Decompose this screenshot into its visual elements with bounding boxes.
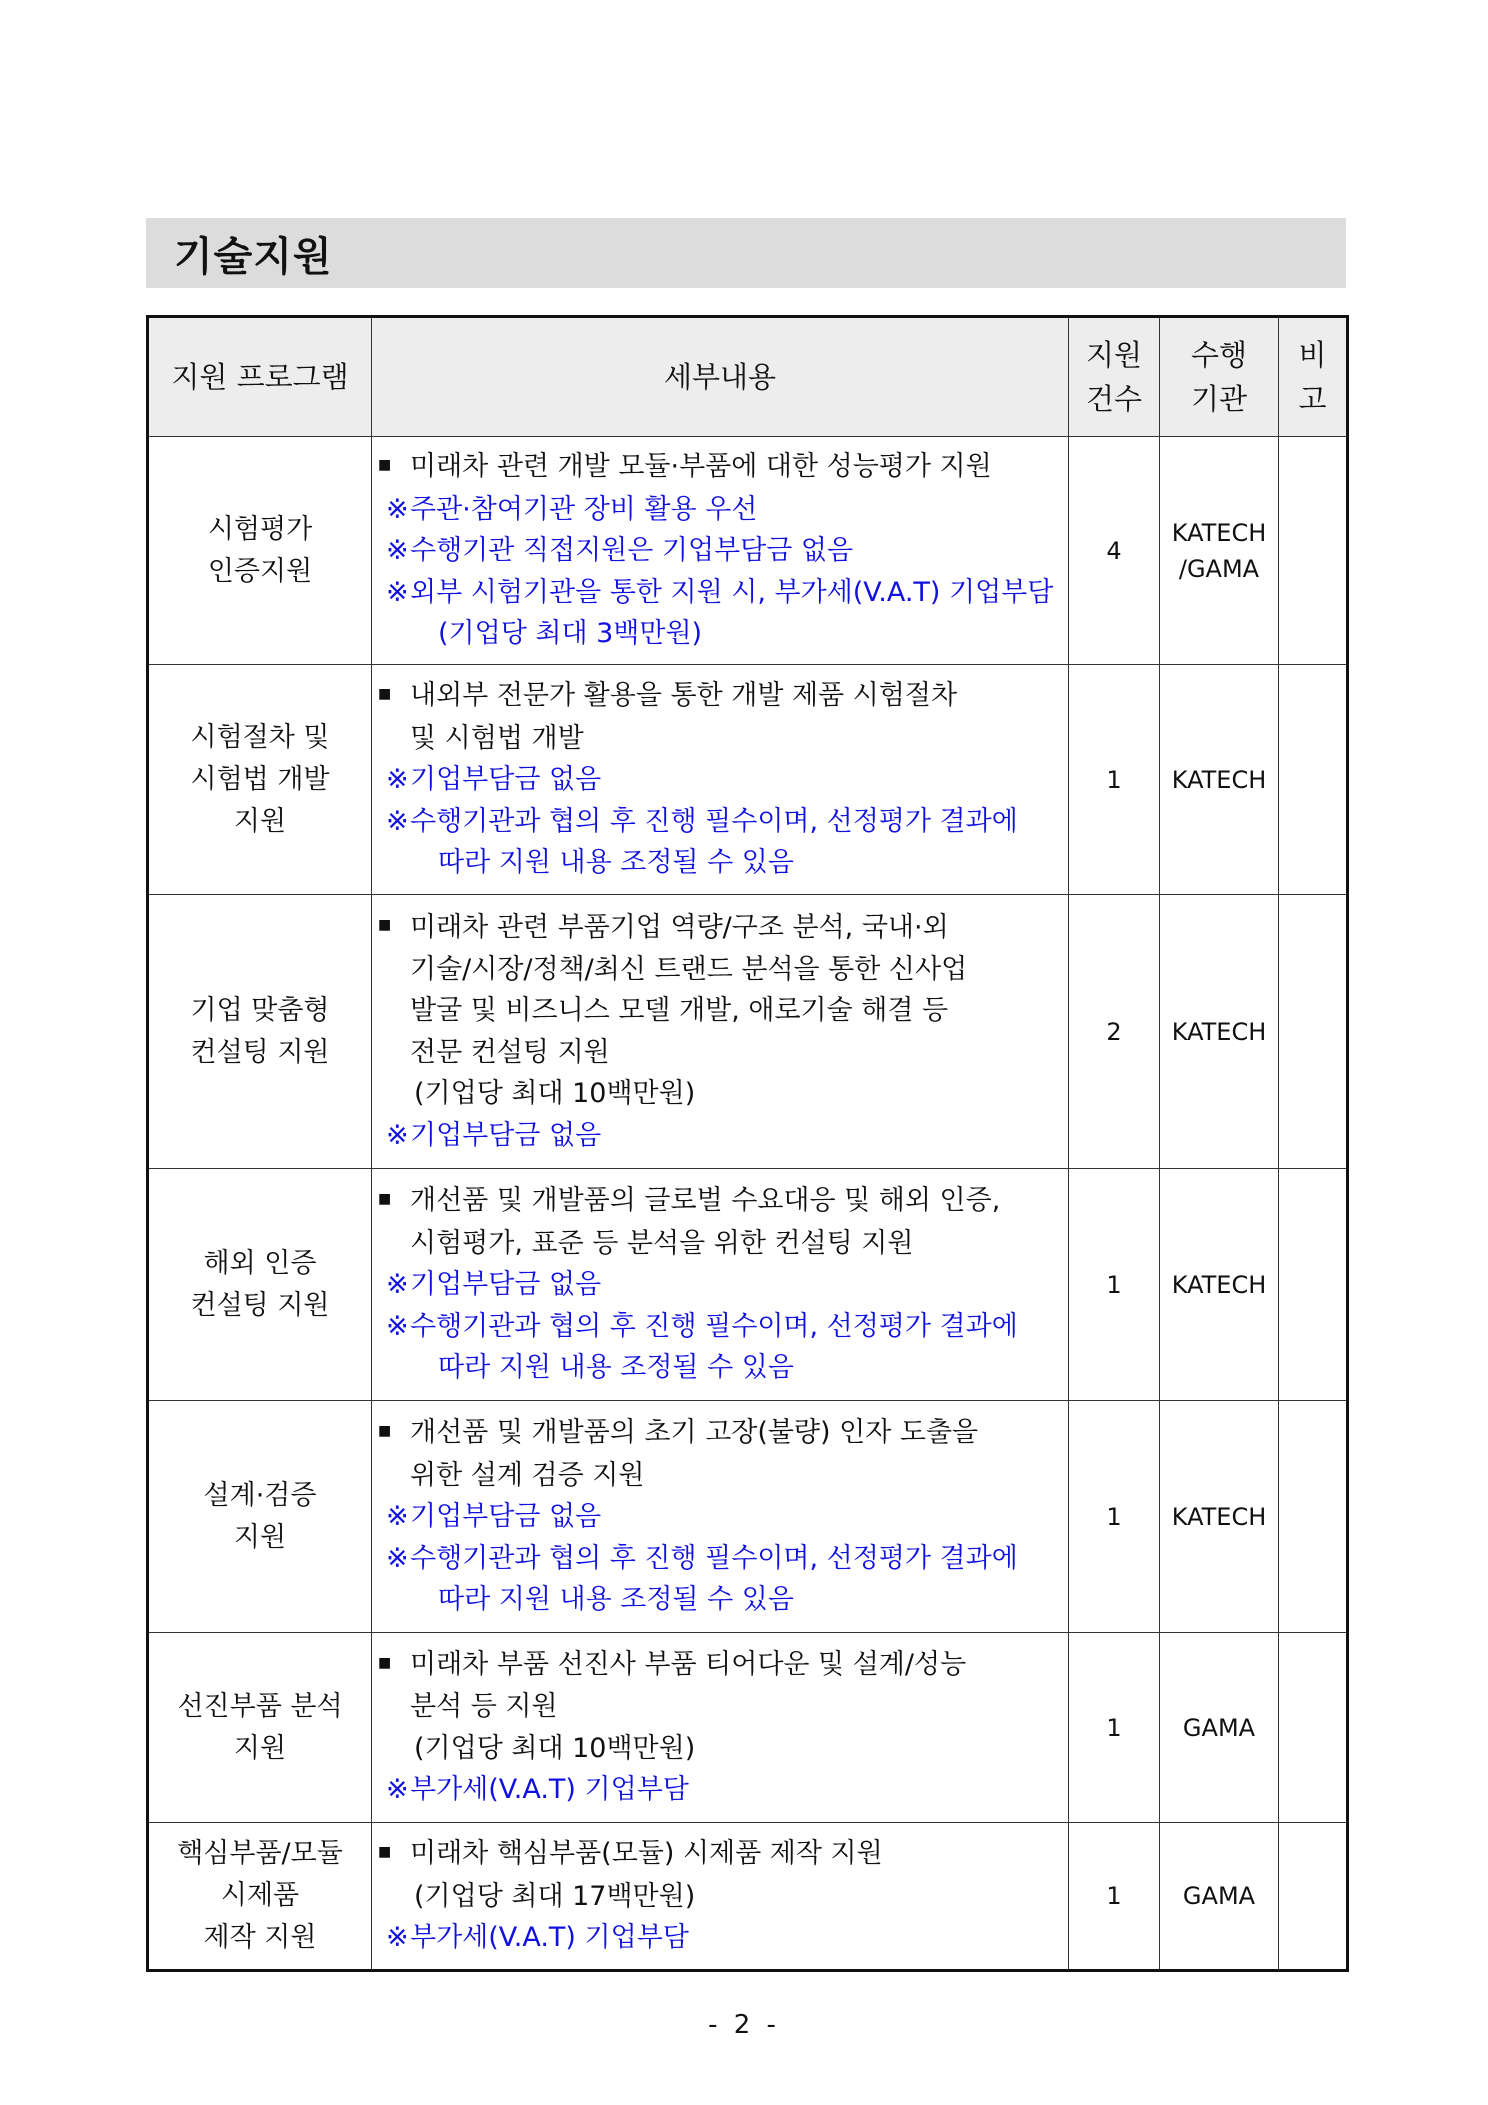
detail-bullet-line: ■ 미래차 핵심부품(모듈) 시제품 제작 지원 <box>372 1833 1068 1875</box>
section-header-bar <box>146 218 1346 288</box>
section-title: 기술지원 <box>174 233 333 280</box>
program-name-line: 지원 <box>233 1732 287 1764</box>
detail-limit-line: (기업당 최대 17백만원) <box>414 1880 696 1912</box>
note-line: ※수행기관과 협의 후 진행 필수이며, 선정평가 결과에 <box>372 1538 1068 1580</box>
square-bullet-icon: ■ <box>378 1844 392 1861</box>
details-cell <box>372 1169 1069 1401</box>
note-line: ※부가세(V.A.T) 기업부담 <box>372 1917 1068 1959</box>
reference-mark-icon: ※ <box>386 1542 409 1574</box>
detail-limit-line: (기업당 최대 10백만원) <box>414 1732 696 1764</box>
detail-continuation-line: 발굴 및 비즈니스 모델 개발, 애로기술 해결 등 <box>410 995 949 1027</box>
detail-bullet-line: ■ 개선품 및 개발품의 글로벌 수요대응 및 해외 인증, <box>372 1180 1068 1222</box>
detail-bullet-line: ■ 미래차 부품 선진사 부품 티어다운 및 설계/성능 <box>372 1644 1068 1686</box>
note-line: ※수행기관과 협의 후 진행 필수이며, 선정평가 결과에 <box>372 1306 1068 1348</box>
table-header-row <box>148 317 1348 437</box>
tech-support-table <box>146 315 1349 1972</box>
detail-continuation-line: 분석 등 지원 <box>410 1691 558 1723</box>
support-count-cell: 1 <box>1069 1633 1160 1823</box>
header-note: 비 고 <box>1279 317 1348 437</box>
note-line: ※외부 시험기관을 통한 지원 시, 부가세(V.A.T) 기업부담 <box>372 572 1068 614</box>
support-count-cell: 2 <box>1069 895 1160 1169</box>
remarks-cell <box>1279 1633 1348 1823</box>
square-bullet-icon: ■ <box>378 1423 392 1440</box>
square-bullet-icon: ■ <box>378 1654 392 1671</box>
program-name-line: 시험절차 및 <box>190 721 330 753</box>
reference-mark-icon: ※ <box>386 1269 409 1301</box>
program-name-line: 설계·검증 <box>203 1479 317 1511</box>
details-cell <box>372 1823 1069 1971</box>
program-name-line: 인증지원 <box>207 555 313 587</box>
organization-cell <box>1160 1401 1279 1633</box>
organization-line: /GAMA <box>1178 554 1260 583</box>
remarks-cell <box>1279 895 1348 1169</box>
organization-line: GAMA <box>1182 1882 1256 1910</box>
remarks-cell <box>1279 1823 1348 1971</box>
reference-mark-icon: ※ <box>386 576 409 608</box>
program-name-cell <box>148 665 372 895</box>
note-line: ※주관·참여기관 장비 활용 우선 <box>372 489 1068 531</box>
support-count-cell: 1 <box>1069 665 1160 895</box>
program-name-line: 기업 맞춤형 <box>190 994 330 1026</box>
reference-mark-icon: ※ <box>386 493 409 525</box>
organization-line: KATECH <box>1171 518 1267 547</box>
table-row <box>148 895 1348 1169</box>
note-line: ※기업부담금 없음 <box>372 759 1068 801</box>
program-name-line: 선진부품 분석 <box>177 1690 343 1722</box>
detail-continuation-line: 위한 설계 검증 지원 <box>410 1459 645 1491</box>
detail-continuation-line: 전문 컨설팅 지원 <box>410 1036 610 1068</box>
organization-line: KATECH <box>1171 765 1267 794</box>
organization-line: KATECH <box>1171 1017 1267 1046</box>
reference-mark-icon: ※ <box>386 535 409 567</box>
remarks-cell <box>1279 437 1348 665</box>
reference-mark-icon: ※ <box>386 1119 409 1151</box>
organization-cell <box>1160 1169 1279 1401</box>
square-bullet-icon: ■ <box>378 917 392 934</box>
square-bullet-icon: ■ <box>378 1191 392 1208</box>
square-bullet-icon: ■ <box>378 686 392 703</box>
note-line: ※부가세(V.A.T) 기업부담 <box>372 1769 1068 1811</box>
note-line: ※기업부담금 없음 <box>372 1496 1068 1538</box>
detail-bullet-line: ■ 미래차 관련 개발 모듈·부품에 대한 성능평가 지원 <box>372 446 1068 488</box>
remarks-cell <box>1279 1169 1348 1401</box>
program-name-line: 컨설팅 지원 <box>190 1289 330 1321</box>
program-name-line: 시험법 개발 <box>190 763 330 795</box>
detail-bullet-line: ■ 미래차 관련 부품기업 역량/구조 분석, 국내·외 <box>372 907 1068 949</box>
table-row <box>148 1169 1348 1401</box>
program-name-line: 지원 <box>233 1521 287 1553</box>
details-cell <box>372 895 1069 1169</box>
detail-continuation-line: 시험평가, 표준 등 분석을 위한 컨설팅 지원 <box>410 1227 914 1259</box>
reference-mark-icon: ※ <box>386 1501 409 1533</box>
remarks-cell <box>1279 1401 1348 1633</box>
program-name-cell <box>148 1633 372 1823</box>
detail-continuation-line: 및 시험법 개발 <box>410 722 584 754</box>
program-name-line: 컨설팅 지원 <box>190 1036 330 1068</box>
program-name-line: 시험평가 <box>207 513 313 545</box>
organization-line: KATECH <box>1171 1270 1267 1299</box>
table-row <box>148 1401 1348 1633</box>
detail-limit-line: (기업당 최대 10백만원) <box>414 1078 696 1110</box>
program-name-line: 지원 <box>233 805 287 837</box>
note-line: ※수행기관 직접지원은 기업부담금 없음 <box>372 530 1068 572</box>
program-name-line: 해외 인증 <box>203 1247 317 1279</box>
organization-cell <box>1160 1823 1279 1971</box>
program-name-cell <box>148 1401 372 1633</box>
note-line: ※기업부담금 없음 <box>372 1264 1068 1306</box>
reference-mark-icon: ※ <box>386 764 409 796</box>
square-bullet-icon: ■ <box>378 457 392 474</box>
program-name-cell <box>148 1823 372 1971</box>
header-program: 지원 프로그램 <box>148 317 372 437</box>
program-name-cell <box>148 437 372 665</box>
note-continuation-line: 따라 지원 내용 조정될 수 있음 <box>438 1352 794 1384</box>
table-row <box>148 1823 1348 1971</box>
reference-mark-icon: ※ <box>386 1310 409 1342</box>
organization-cell <box>1160 665 1279 895</box>
support-count-cell: 1 <box>1069 1823 1160 1971</box>
note-continuation-line: 따라 지원 내용 조정될 수 있음 <box>438 1584 794 1616</box>
details-cell <box>372 1633 1069 1823</box>
program-name-line: 핵심부품/모듈 <box>177 1838 343 1869</box>
table-row <box>148 665 1348 895</box>
program-name-cell <box>148 895 372 1169</box>
support-count-cell: 1 <box>1069 1169 1160 1401</box>
table-row <box>148 1633 1348 1823</box>
organization-line: KATECH <box>1171 1502 1267 1531</box>
detail-bullet-line: ■ 내외부 전문가 활용을 통한 개발 제품 시험절차 <box>372 675 1068 717</box>
reference-mark-icon: ※ <box>386 1922 409 1954</box>
organization-cell <box>1160 1633 1279 1823</box>
header-details: 세부내용 <box>372 317 1069 437</box>
note-continuation-line: 따라 지원 내용 조정될 수 있음 <box>438 847 794 879</box>
organization-line: GAMA <box>1182 1713 1256 1742</box>
note-line: ※기업부담금 없음 <box>372 1115 1068 1157</box>
program-name-line: 시제품 <box>220 1880 300 1911</box>
details-cell <box>372 1401 1069 1633</box>
detail-bullet-line: ■ 개선품 및 개발품의 초기 고장(불량) 인자 도출을 <box>372 1412 1068 1454</box>
remarks-cell <box>1279 665 1348 895</box>
detail-continuation-line: 기술/시장/정책/최신 트랜드 분석을 통한 신사업 <box>410 953 968 985</box>
details-cell <box>372 665 1069 895</box>
table-row <box>148 437 1348 665</box>
reference-mark-icon: ※ <box>386 1774 409 1806</box>
reference-mark-icon: ※ <box>386 805 409 837</box>
details-cell <box>372 437 1069 665</box>
organization-cell <box>1160 895 1279 1169</box>
note-line: ※수행기관과 협의 후 진행 필수이며, 선정평가 결과에 <box>372 801 1068 843</box>
header-org: 수행 기관 <box>1160 317 1279 437</box>
page-number: - 2 - <box>708 2010 780 2040</box>
support-count-cell: 4 <box>1069 437 1160 665</box>
support-count-cell: 1 <box>1069 1401 1160 1633</box>
note-continuation-line: (기업당 최대 3백만원) <box>438 618 703 650</box>
organization-cell <box>1160 437 1279 665</box>
program-name-line: 제작 지원 <box>203 1922 317 1953</box>
header-count: 지원 건수 <box>1069 317 1160 437</box>
program-name-cell <box>148 1169 372 1401</box>
